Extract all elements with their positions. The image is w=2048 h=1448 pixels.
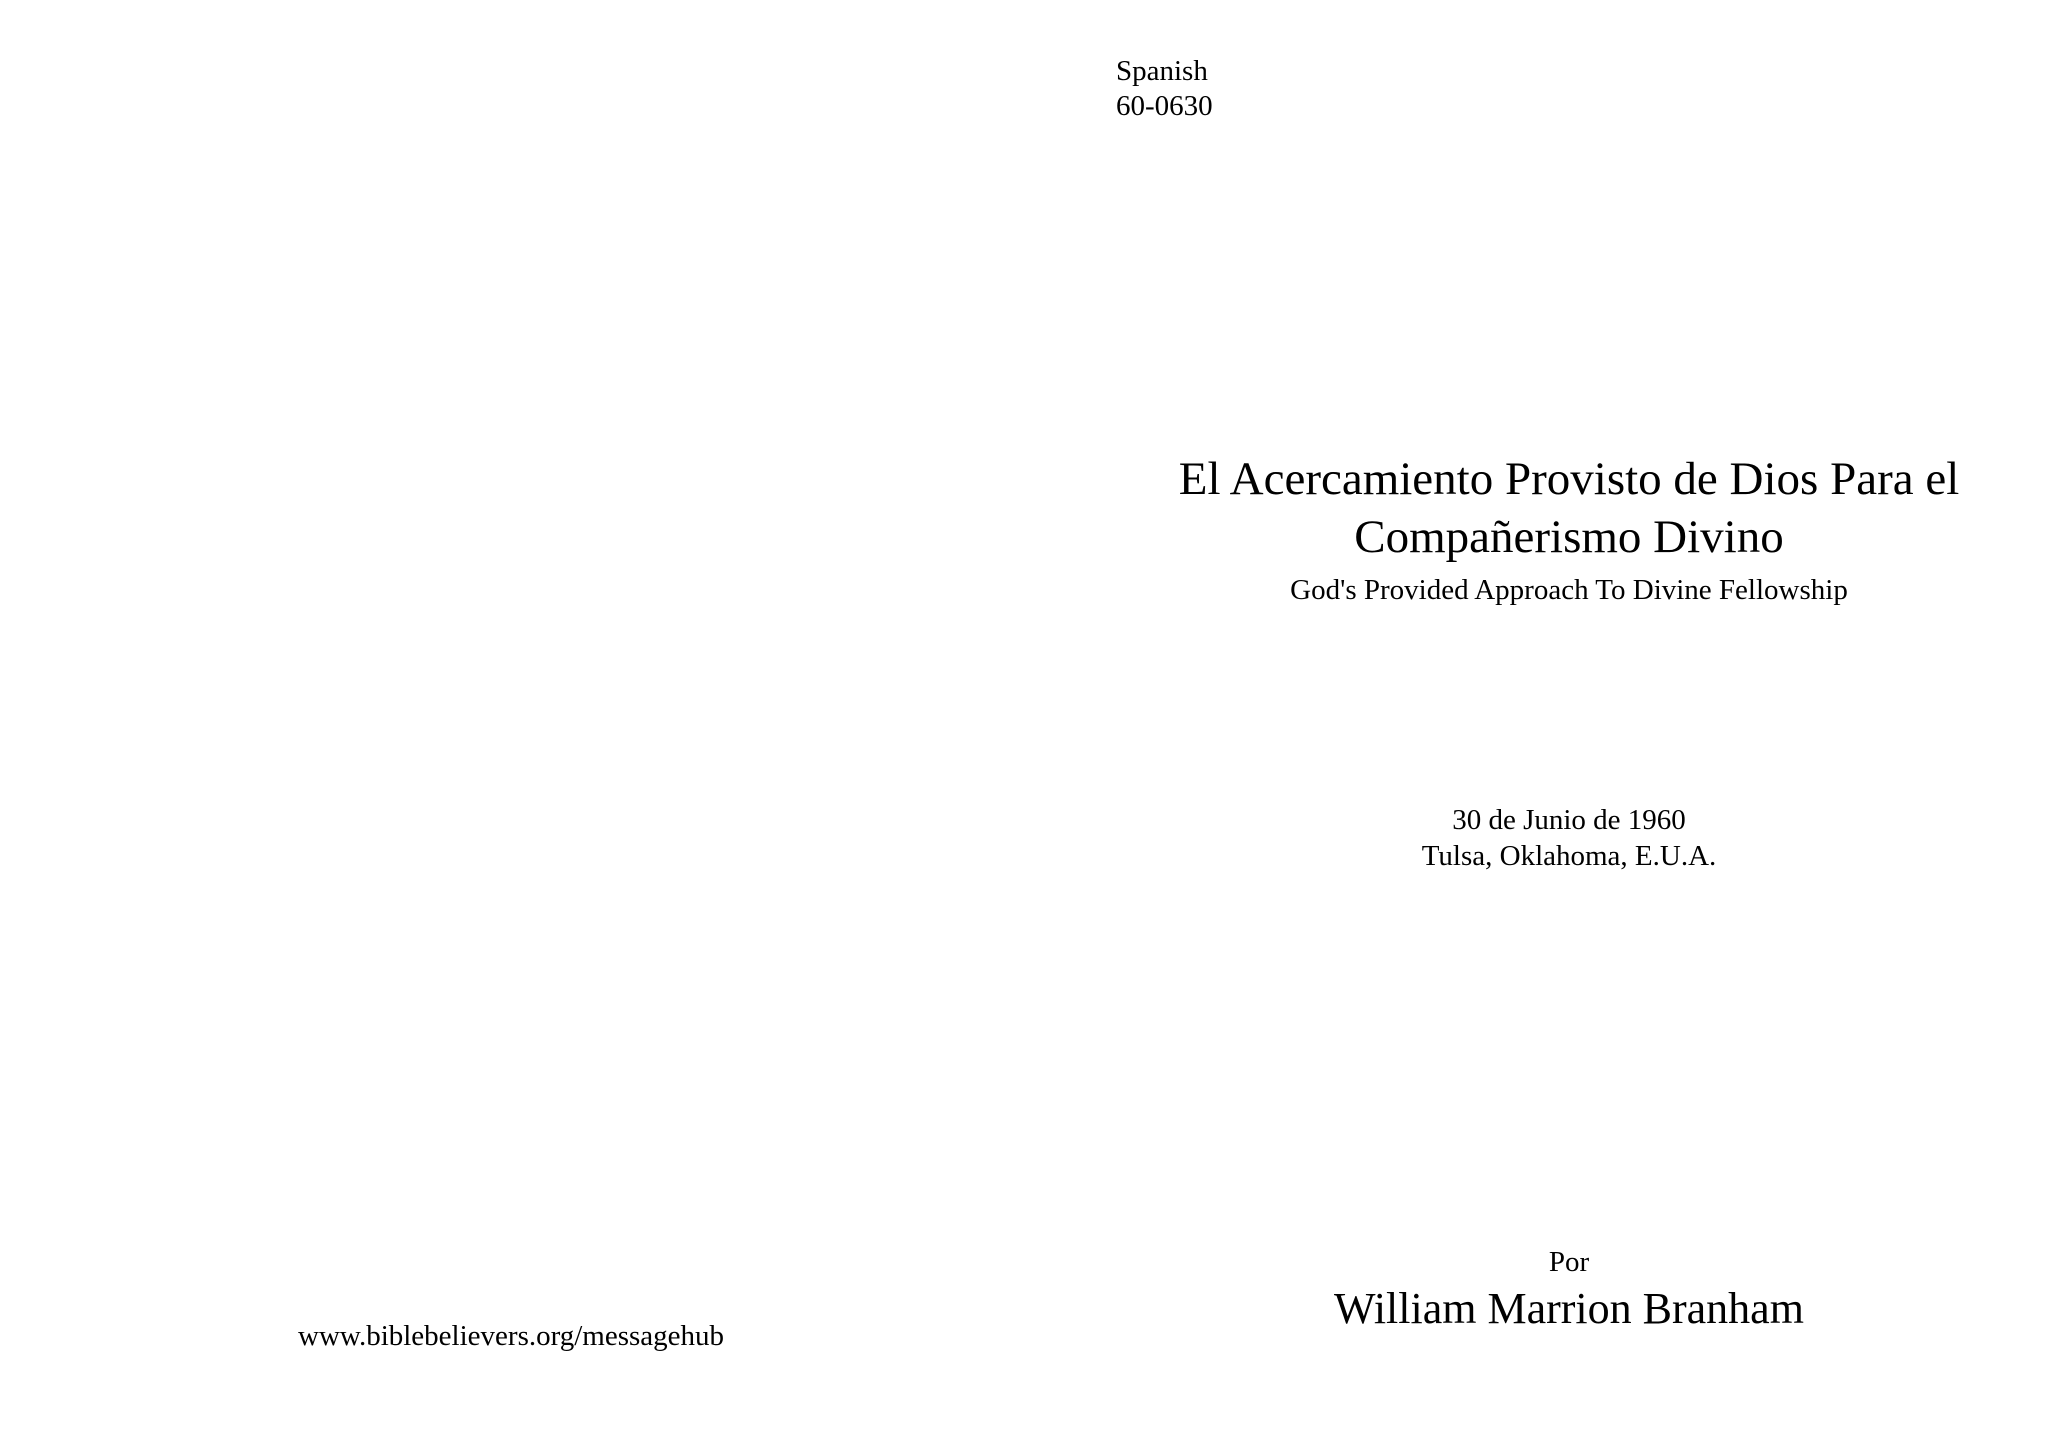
website-url: www.biblebelievers.org/messagehub <box>298 1320 725 1352</box>
english-title: God's Provided Approach To Divine Fellowship <box>1290 574 1848 606</box>
spanish-title: El Acercamiento Provisto de Dios Para el Compañerismo Divino <box>1178 453 1960 563</box>
language-label: Spanish <box>1116 55 1208 87</box>
author-block <box>1084 1244 2048 1336</box>
by-label: Por <box>1548 1246 1590 1278</box>
sermon-date: 30 de Junio de 1960 <box>1452 804 1686 836</box>
title-block <box>1084 450 2048 608</box>
sermon-code: 60-0630 <box>1116 90 1213 122</box>
right-page <box>1024 0 2048 1448</box>
author-name: William Marrion Branham <box>1334 1284 1804 1333</box>
document-meta <box>1116 54 1213 124</box>
date-location-block <box>1084 802 2048 874</box>
sermon-location: Tulsa, Oklahoma, E.U.A. <box>1421 840 1717 872</box>
